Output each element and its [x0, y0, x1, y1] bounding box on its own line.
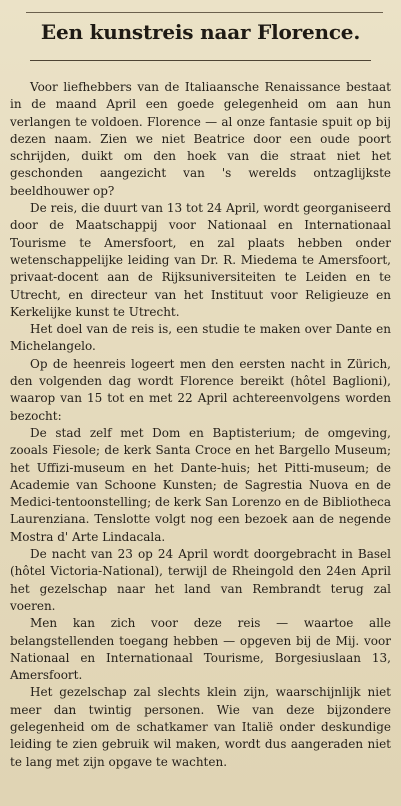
article-paragraph: Voor liefhebbers van de Italiaansche Renaissance bestaat in de maand April een goede gelegenheid om aan hun verlangen te voldoen. Florence — al onze fantasie spuit op bij dezen naam. Zien we niet Beatrice door een oude poort schrijden, duikt om den hoek van die straat niet het geschonden aangezicht van 's werelds ontzaglijkste beeldhouwer op? [10, 80, 391, 198]
article-paragraph: Men kan zich voor deze reis — waartoe alle belangstellenden toegang hebben — opgeven bij de Mij. voor Nationaal en Internationaal Tourisme, Borgesiuslaan 13, Amersfoort. [10, 616, 391, 683]
article-paragraph: De reis, die duurt van 13 tot 24 April, wordt georganiseerd door de Maatschappij voor Nationaal en Internationaal Tourisme te Amersfoort, en zal plaats hebben onder wetenschappelijke leiding van Dr. R. Miedema te Amersfoort, privaat-docent aan de Rijksuniversiteiten te Leiden en te Utrecht, en directeur van het Instituut voor Religieuze en Kerkelijke kunst te Utrecht. [10, 201, 391, 319]
article-paragraph: Het doel van de reis is, een studie te maken over Dante en Michelangelo. [10, 322, 391, 354]
headline-rule [30, 60, 371, 61]
article-headline: Een kunstreis naar Florence. [40, 20, 361, 44]
article-paragraph: De nacht van 23 op 24 April wordt doorgebracht in Basel (hôtel Victoria-National), terwijl de Rheingold den 24en April het gezelschap naar het land van Rembrandt terug zal voeren. [10, 547, 391, 613]
article-paragraph: De stad zelf met Dom en Baptisterium; de omgeving, zooals Fiesole; de kerk Santa Croce en het Bargello Museum; het Uffizi-museum en het Dante-huis; het Pitti-museum; de Academie van Schoone Kunsten; de Sagrestia Nuova en de Medici-tentoonstelling; de kerk San Lorenzo en de Bibliotheca Laurenziana. Tenslotte volgt nog een bezoek aan de negende Mostra d' Arte Lindacala. [10, 425, 391, 544]
top-rule [26, 12, 383, 13]
article-paragraph: Op de heenreis logeert men den eersten nacht in Zürich, den volgenden dag wordt Florence bereikt (hôtel Baglioni), waarop van 15 tot en met 22 April achtereenvolgens worden bezocht: [10, 356, 391, 423]
article-paragraph: Het gezelschap zal slechts klein zijn, waarschijnlijk niet meer dan twintig personen. Wie van deze bijzondere gelegenheid om de schatkamer van Italië onder deskundige leiding te zien gebruik wil maken, wordt dus aangeraden niet te lang met zijn opgave te wachten. [10, 685, 391, 769]
article-body [10, 79, 391, 771]
